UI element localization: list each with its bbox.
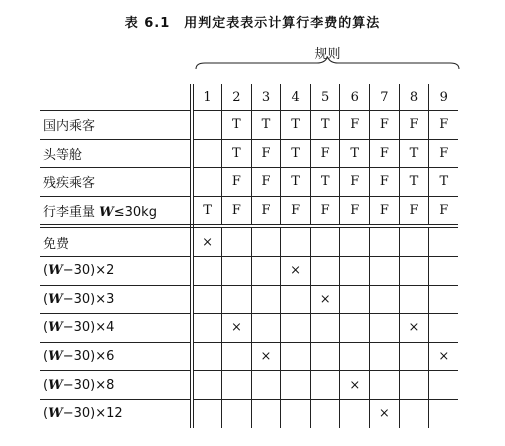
- action-cell: [429, 399, 459, 427]
- rule-number: 4: [281, 84, 311, 111]
- condition-value: F: [340, 196, 370, 226]
- action-cell: [340, 342, 370, 371]
- action-cell: [429, 342, 459, 371]
- action-cell: [192, 256, 222, 285]
- condition-value: F: [370, 196, 400, 226]
- row-label: 国内乘客: [40, 111, 192, 140]
- action-cell: [281, 399, 311, 427]
- condition-value: F: [370, 139, 400, 168]
- condition-row: [40, 168, 458, 197]
- condition-value: T: [399, 139, 429, 168]
- action-row: [40, 226, 458, 256]
- condition-value: T: [222, 111, 252, 140]
- action-mark: ×: [260, 349, 272, 365]
- row-label: [40, 314, 192, 343]
- label-prefix: (: [43, 377, 49, 393]
- rule-number: 8: [399, 84, 429, 111]
- weight-variable: W: [48, 291, 63, 307]
- weight-variable: W: [48, 406, 63, 422]
- action-cell: [429, 314, 459, 343]
- condition-value: F: [251, 139, 281, 168]
- action-cell: [340, 371, 370, 400]
- row-label: [40, 256, 192, 285]
- row-label: [40, 399, 192, 427]
- condition-value: [192, 168, 222, 197]
- action-cell: [251, 226, 281, 256]
- action-cell: [429, 285, 459, 314]
- condition-value: F: [399, 196, 429, 226]
- action-cell: [399, 371, 429, 400]
- rule-number: 7: [370, 84, 400, 111]
- action-cell: [281, 342, 311, 371]
- condition-value: [192, 139, 222, 168]
- action-cell: [222, 399, 252, 427]
- action-cell: [251, 256, 281, 285]
- action-cell: [251, 285, 281, 314]
- action-cell: [281, 256, 311, 285]
- action-cell: [222, 226, 252, 256]
- condition-value: T: [251, 111, 281, 140]
- action-mark: ×: [378, 406, 390, 422]
- action-mark: ×: [230, 320, 242, 336]
- condition-value: [192, 111, 222, 140]
- table-number: 表 6.1: [124, 16, 171, 31]
- action-cell: [429, 226, 459, 256]
- action-cell: [399, 285, 429, 314]
- action-cell: [222, 371, 252, 400]
- action-mark: ×: [349, 377, 361, 393]
- action-cell: [310, 226, 340, 256]
- label-prefix: (: [43, 291, 49, 307]
- action-cell: [310, 314, 340, 343]
- condition-value: F: [222, 168, 252, 197]
- action-cell: [192, 226, 222, 256]
- condition-value: T: [340, 139, 370, 168]
- action-cell: [222, 342, 252, 371]
- label-prefix: 行李重量: [43, 205, 100, 221]
- action-cell: [370, 256, 400, 285]
- action-row: [40, 314, 458, 343]
- action-cell: [281, 371, 311, 400]
- condition-value: F: [340, 168, 370, 197]
- action-cell: [399, 256, 429, 285]
- action-cell: [340, 399, 370, 427]
- weight-variable: W: [48, 263, 63, 279]
- action-cell: [310, 285, 340, 314]
- condition-value: F: [310, 139, 340, 168]
- label-prefix: (: [43, 406, 49, 422]
- action-cell: [340, 226, 370, 256]
- condition-value: F: [370, 111, 400, 140]
- label-suffix: −30)×4: [62, 320, 115, 336]
- condition-value: F: [340, 111, 370, 140]
- action-cell: [192, 285, 222, 314]
- condition-value: T: [399, 168, 429, 197]
- label-suffix: −30)×3: [62, 291, 115, 307]
- action-cell: [310, 371, 340, 400]
- label-suffix: −30)×8: [62, 377, 115, 393]
- row-label: [40, 196, 192, 226]
- action-cell: [340, 285, 370, 314]
- action-row: [40, 371, 458, 400]
- condition-value: F: [429, 111, 459, 140]
- condition-value: F: [251, 168, 281, 197]
- action-row: [40, 342, 458, 371]
- action-cell: [399, 399, 429, 427]
- decision-table: [40, 84, 458, 428]
- action-cell: [192, 399, 222, 427]
- condition-row: [40, 139, 458, 168]
- condition-value: F: [222, 196, 252, 226]
- rule-number: 3: [251, 84, 281, 111]
- condition-value: T: [310, 111, 340, 140]
- action-mark: ×: [290, 263, 302, 279]
- rule-number: 2: [222, 84, 252, 111]
- table-caption: [0, 12, 505, 31]
- row-label: 免费: [40, 226, 192, 256]
- weight-variable: W: [48, 320, 63, 336]
- action-cell: [251, 342, 281, 371]
- rule-number: 6: [340, 84, 370, 111]
- weight-variable: W: [48, 349, 63, 365]
- condition-value: T: [222, 139, 252, 168]
- action-mark: ×: [319, 291, 331, 307]
- action-cell: [429, 371, 459, 400]
- action-cell: [340, 256, 370, 285]
- table-title: 用判定表表示计算行李费的算法: [184, 16, 381, 31]
- corner-cell: [40, 84, 192, 111]
- rule-number: 1: [192, 84, 222, 111]
- label-suffix: ≤30kg: [113, 205, 157, 221]
- action-cell: [192, 314, 222, 343]
- rules-brace: [195, 56, 460, 70]
- condition-value: F: [399, 111, 429, 140]
- action-mark: ×: [408, 320, 420, 336]
- condition-value: T: [281, 139, 311, 168]
- condition-value: T: [281, 111, 311, 140]
- action-row: [40, 256, 458, 285]
- weight-variable: W: [48, 377, 63, 393]
- action-cell: [222, 285, 252, 314]
- label-suffix: −30)×6: [62, 349, 115, 365]
- condition-value: T: [310, 168, 340, 197]
- action-mark: ×: [202, 234, 213, 250]
- action-cell: [429, 256, 459, 285]
- row-label: [40, 371, 192, 400]
- rule-number: 5: [310, 84, 340, 111]
- action-cell: [192, 342, 222, 371]
- action-cell: [370, 371, 400, 400]
- action-cell: [340, 314, 370, 343]
- label-prefix: (: [43, 320, 49, 336]
- action-cell: [192, 371, 222, 400]
- action-cell: [281, 226, 311, 256]
- action-cell: [281, 285, 311, 314]
- action-cell: [222, 256, 252, 285]
- action-cell: [370, 342, 400, 371]
- action-cell: [399, 342, 429, 371]
- condition-value: F: [429, 139, 459, 168]
- action-cell: [310, 399, 340, 427]
- rules-header: 规则: [314, 47, 341, 62]
- condition-row: [40, 111, 458, 140]
- action-row: [40, 399, 458, 427]
- label-suffix: −30)×12: [62, 406, 123, 422]
- action-row: [40, 285, 458, 314]
- condition-value: F: [310, 196, 340, 226]
- action-mark: ×: [438, 349, 450, 365]
- action-cell: [281, 314, 311, 343]
- action-cell: [370, 399, 400, 427]
- row-label: 头等舱: [40, 139, 192, 168]
- rule-number-row: [40, 84, 458, 111]
- action-cell: [251, 371, 281, 400]
- action-cell: [370, 285, 400, 314]
- condition-value: F: [251, 196, 281, 226]
- action-cell: [399, 226, 429, 256]
- label-suffix: −30)×2: [62, 263, 115, 279]
- condition-value: F: [370, 168, 400, 197]
- action-cell: [399, 314, 429, 343]
- condition-value: T: [281, 168, 311, 197]
- row-label: [40, 342, 192, 371]
- weight-variable: W: [99, 205, 114, 221]
- condition-value: T: [429, 168, 459, 197]
- action-cell: [370, 226, 400, 256]
- action-cell: [251, 399, 281, 427]
- action-cell: [370, 314, 400, 343]
- condition-value: F: [281, 196, 311, 226]
- condition-row: [40, 196, 458, 226]
- row-label: [40, 285, 192, 314]
- condition-value: T: [192, 196, 222, 226]
- row-label: 残疾乘客: [40, 168, 192, 197]
- rule-number: 9: [429, 84, 459, 111]
- action-cell: [310, 256, 340, 285]
- label-prefix: (: [43, 263, 49, 279]
- label-prefix: (: [43, 349, 49, 365]
- condition-value: F: [429, 196, 459, 226]
- action-cell: [222, 314, 252, 343]
- action-cell: [310, 342, 340, 371]
- action-cell: [251, 314, 281, 343]
